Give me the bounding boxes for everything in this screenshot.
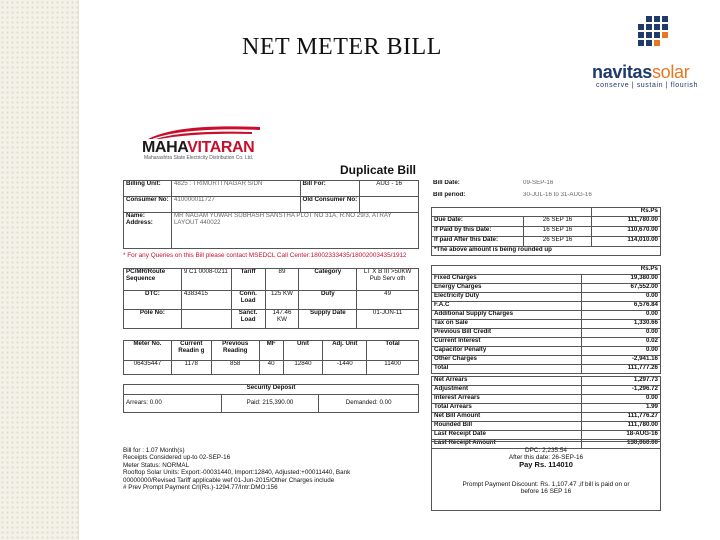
charge-label: Current Interest (432, 338, 582, 347)
due-date-label: Due Date: (432, 217, 524, 227)
meter-header-cell: Unit (283, 341, 323, 361)
navitas-solar-logo (590, 12, 712, 92)
tariff-cell: DTC: (124, 291, 182, 310)
consumer-info-table (123, 180, 419, 249)
tariff-cell: 4383415 (181, 291, 231, 310)
charges-header: Rs.Ps (582, 266, 661, 275)
mahavitaran-logo (142, 125, 282, 163)
meter-cell: 12840 (283, 361, 323, 375)
charge-amount: -2,941.16 (582, 356, 661, 365)
meter-cell: 40 (259, 361, 283, 375)
tariff-cell: Sanct. Load (231, 310, 265, 329)
billing-unit-label: Billing Unit: (124, 181, 172, 197)
due-date-amount: 111,780.00 (592, 217, 661, 227)
prompt-discount-note: Prompt Payment Discount: Rs. 1,107.47 ,if bill is paid on or (462, 481, 630, 489)
charge-amount: 67,552.00 (582, 284, 661, 293)
charge-amount: 0.00 (582, 311, 661, 320)
paid-by-date-label: If Paid by this Date: (432, 227, 524, 237)
meter-header-cell: Current Readin g (171, 341, 211, 361)
meter-header-cell: MF (259, 341, 283, 361)
meter-cell: 858 (211, 361, 259, 375)
slide-title: NET METER BILL (242, 34, 442, 60)
paid-after-date-amount: 114,010.00 (592, 237, 661, 247)
tariff-cell: 49 (357, 291, 419, 310)
charge-total-amount: 111,777.26 (582, 365, 661, 374)
arrears-label: Adjustment (432, 386, 582, 395)
utility-word-a: MAHA (142, 139, 188, 156)
query-note: * For any Queries on this Bill please contact MSEDCL Call Center:18002333435/18002003435/1912 (123, 252, 407, 259)
charges-table (431, 265, 661, 374)
dpc-pay-amount: Pay Rs. 114010 (519, 460, 573, 470)
bill-date-value: 09-SEP-16 (523, 180, 554, 186)
tariff-cell (181, 310, 231, 329)
consumer-no-value: 410000011727 (171, 197, 300, 213)
bill-period-label: Bill period: (433, 192, 466, 198)
charge-label: F.A.C (432, 302, 582, 311)
note-line: Bill for : 1.07 Month(s) (123, 447, 185, 454)
security-deposit-table (123, 384, 419, 413)
charge-label: Fixed Charges (432, 275, 582, 284)
arrears-label: Total Arrears (432, 404, 582, 413)
bill-date-table (431, 180, 661, 204)
due-date-value: 26 SEP 16 (524, 217, 592, 227)
arrears-amount: 1.99 (582, 404, 661, 413)
consumer-no-label: Consumer No: (124, 197, 172, 213)
tariff-cell: Category (299, 269, 357, 291)
name-address-label: Name: Address: (124, 213, 172, 249)
utility-subtitle: Maharashtra State Electricity Distribution Co. Ltd. (144, 155, 254, 161)
arrears-label: Net Arrears (432, 377, 582, 386)
bill-document (120, 118, 665, 518)
logo-tagline: conserve | sustain | flourish (596, 82, 698, 89)
logo-word-navitas: navitas (592, 62, 652, 82)
charge-label: Previous Bill Credit (432, 329, 582, 338)
charge-amount: 6,576.84 (582, 302, 661, 311)
dpc-after-date: After this date: 26-SEP-16 (508, 454, 584, 462)
paid-by-date-amount: 110,670.00 (592, 227, 661, 237)
meter-header-cell: Total (367, 341, 419, 361)
arrears-amount: 111,780.00 (582, 422, 661, 431)
arrears-amount: 18-AUG-16 (582, 431, 661, 440)
arrears-amount: -1,296.72 (582, 386, 661, 395)
old-consumer-no-label: Old Consumer No: (300, 197, 360, 213)
meter-header-cell: Previous Reading (211, 341, 259, 361)
charge-label: Electricity Duty (432, 293, 582, 302)
tariff-cell: Tariff (231, 269, 265, 291)
note-line: 00000000/Revised Tariff applicable wef 01-Jun-2015/Other Charges include (123, 476, 335, 484)
meter-cell: -1440 (323, 361, 367, 375)
deposit-arrears: Arrears: 0.00 (124, 395, 222, 413)
dpc-box (431, 441, 661, 511)
stripe-divider (78, 0, 79, 540)
meter-cell: 11400 (367, 361, 419, 375)
bill-period-value: 30-JUL-16 to 31-AUG-16 (523, 192, 592, 198)
due-date-table (431, 207, 661, 256)
charge-total-label: Total (432, 365, 582, 374)
note-line: Meter Status: NORMAL (123, 461, 190, 469)
old-consumer-no-value (360, 197, 419, 213)
bill-date-label: Bill Date: (433, 180, 460, 186)
arrears-amount: 130,060.00 (582, 440, 661, 449)
note-line: Receipts Considered up-to 02-SEP-16 (123, 454, 231, 462)
arrears-label: Rounded Bill (432, 422, 582, 431)
charge-label: Additional Supply Charges (432, 311, 582, 320)
bill-for-label: Bill For: (300, 181, 360, 197)
charge-label: Capacitor Penalty (432, 347, 582, 356)
meter-header-cell: Adj. Unit (323, 341, 367, 361)
arrears-table (431, 376, 661, 449)
billing-unit-value: 4825 : TRIMURTI NAGAR S/DN (171, 181, 300, 197)
tariff-cell: 9 C1 0008-0211 (181, 269, 231, 291)
charge-label: Tax on Sale (432, 320, 582, 329)
meter-cell: 1178 (171, 361, 211, 375)
bill-for-value: AUG - 16 (360, 181, 419, 197)
paid-after-date-label: If paid After this Date: (432, 237, 524, 247)
tariff-cell: Supply Date (299, 310, 357, 329)
tariff-cell: 147.46 KW (265, 310, 299, 329)
charge-amount: 19,380.00 (582, 275, 661, 284)
due-amount-header: Rs.Ps (592, 208, 661, 217)
solar-panel-icon (632, 14, 676, 58)
tariff-cell: PC/MR/Route Sequence (124, 269, 182, 291)
tariff-cell: Conn. Load (231, 291, 265, 310)
charge-label: Other Charges (432, 356, 582, 365)
rounding-note: *The above amount is being rounded up (432, 247, 661, 256)
arrears-label: Last Receipt Amount (432, 440, 582, 449)
name-address-value: MR NAGAM YUWAR SUBHASH SANSTHA PLOT NO 31A, R.NO 29/3, ATRAY LAYOUT 440022 (171, 213, 418, 249)
arrears-amount: 1,297.73 (582, 377, 661, 386)
arrears-label: Interest Arrears (432, 395, 582, 404)
paid-by-date-value: 16 SEP 16 (524, 227, 592, 237)
arrears-label: Last Receipt Date (432, 431, 582, 440)
utility-word-b: VITARAN (187, 139, 255, 156)
tariff-cell: 125 KW (265, 291, 299, 310)
deposit-demanded: Demanded: 0.00 (319, 395, 419, 413)
charge-amount: 1,330.66 (582, 320, 661, 329)
utility-emblem-icon (142, 125, 262, 139)
decorative-stripe (0, 0, 78, 540)
arrears-amount: 111,776.27 (582, 413, 661, 422)
duplicate-bill-title: Duplicate Bill (340, 163, 417, 177)
security-deposit-title: Security Deposit (124, 385, 419, 395)
meter-table (123, 340, 419, 375)
logo-wordmark (592, 62, 689, 83)
bill-notes (123, 447, 423, 492)
deposit-paid: Paid: 215,390.00 (221, 395, 319, 413)
meter-header-cell: Meter No. (124, 341, 172, 361)
note-line: # Prev Prompt Payment Crl(Rs.)-1294.77/Intr:DMO:156 (123, 484, 278, 492)
tariff-cell: LT X B III >50KW Pub Serv oth (357, 269, 419, 291)
tariff-cell: 01-JUN-11 (357, 310, 419, 329)
note-line: Rooftop Solar Units: Export:-00031440, Import:12840, Adjusted:+00011440, Bank (123, 469, 351, 477)
arrears-amount: 0.00 (582, 395, 661, 404)
charge-amount: 0.00 (582, 293, 661, 302)
charge-amount: 0.00 (582, 329, 661, 338)
charge-label: Energy Charges (432, 284, 582, 293)
tariff-table (123, 268, 419, 329)
tariff-cell: 89 (265, 269, 299, 291)
prompt-discount-date: before 16 SEP 16 (520, 488, 572, 496)
arrears-label: Net Bill Amount (432, 413, 582, 422)
paid-after-date-value: 26 SEP 16 (524, 237, 592, 247)
logo-word-solar: solar (651, 62, 690, 82)
meter-cell: 06435447 (124, 361, 172, 375)
utility-wordmark (142, 139, 254, 157)
charge-amount: 0.02 (582, 338, 661, 347)
tariff-cell: Pole No: (124, 310, 182, 329)
tariff-cell: Duty (299, 291, 357, 310)
dpc-amount: DPC: 2,235.54 (525, 447, 567, 454)
charge-amount: 0.00 (582, 347, 661, 356)
